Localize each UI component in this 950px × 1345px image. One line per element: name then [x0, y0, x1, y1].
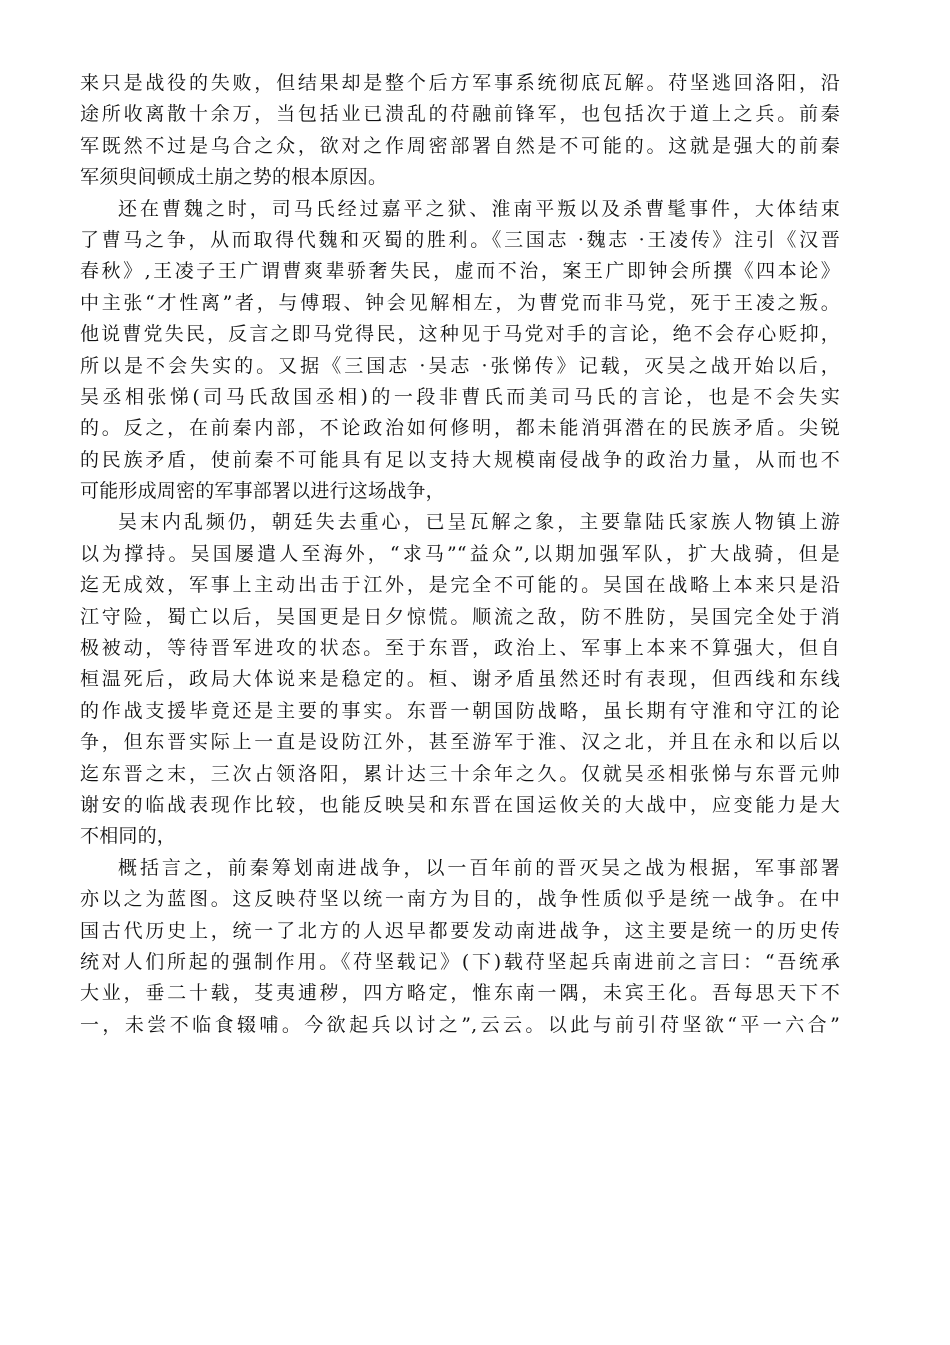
text-line: 军既然不过是乌合之众，欲对之作周密部署自然是不可能的。这就是强大的前秦 — [80, 134, 840, 157]
text-line: 国古代历史上，统一了北方的人迟早都要发动南进战争，这主要是统一的历史传 — [80, 919, 840, 942]
text-line: 的民族矛盾，使前秦不可能具有足以支持大规模南侵战争的政治力量，从而也不 — [80, 448, 840, 471]
text-line: 谢安的临战表现作比较，也能反映吴和东晋在国运攸关的大战中，应变能力是大 — [80, 793, 840, 816]
text-line: 来只是战役的失败，但结果却是整个后方军事系统彻底瓦解。苻坚逃回洛阳，沿 — [80, 72, 840, 94]
text-line: 的。反之，在前秦内部，不论政治如何修明，都未能消弭潜在的民族矛盾。尖锐 — [80, 417, 840, 440]
text-line: 争，但东晋实际上一直是设防江外，甚至游军于淮、汉之北，并且在永和以后以 — [80, 731, 840, 754]
text-line: 以为撑持。吴国屡遣人至海外，“求马”“益众”,以期加强军队，扩大战骑，但是 — [80, 542, 840, 565]
text-line: 迄东晋之末，三次占领洛阳，累计达三十余年之久。仅就吴丞相张悌与东晋元帅 — [80, 762, 840, 785]
text-line: 迄无成效，军事上主动出击于江外，是完全不可能的。吴国在战略上本来只是沿 — [80, 574, 840, 597]
text-line: 了曹马之争，从而取得代魏和灭蜀的胜利。《三国志 ·魏志 ·王凌传》注引《汉晋 — [80, 228, 840, 251]
paragraph-first-line: 吴末内乱频仍，朝廷失去重心，已呈瓦解之象，主要靠陆氏家族人物镇上游 — [118, 511, 840, 534]
text-line: 军须臾间顿成土崩之势的根本原因。 — [80, 166, 388, 189]
paragraph-first-line: 还在曹魏之时，司马氏经过嘉平之狱、淮南平叛以及杀曹髦事件，大体结束 — [118, 197, 840, 220]
text-line: 所以是不会失实的。又据《三国志 ·吴志 ·张悌传》记载，灭吴之战开始以后， — [80, 354, 840, 377]
body-text — [80, 68, 840, 1041]
text-line: 中主张“才性离”者，与傅瑕、钟会见解相左，为曹党而非马党，死于王凌之叛。 — [80, 291, 840, 314]
text-line: 他说曹党失民，反言之即马党得民，这种见于马党对手的言论，绝不会存心贬抑， — [80, 323, 840, 346]
text-line: 可能形成周密的军事部署以进行这场战争， — [80, 480, 445, 503]
text-line: 亦以之为蓝图。这反映苻坚以统一南方为目的，战争性质似乎是统一战争。在中 — [80, 888, 840, 911]
text-line: 吴丞相张悌(司马氏敌国丞相)的一段非曹氏而美司马氏的言论，也是不会失实 — [80, 385, 840, 408]
text-line: 大业，垂二十载，芟夷逋秽，四方略定，惟东南一隅，未宾王化。吾每思天下不 — [80, 982, 840, 1005]
text-line: 极被动，等待晋军进攻的状态。至于东晋，政治上、军事上本来不算强大，但自 — [80, 637, 840, 660]
text-line: 春秋》,王凌子王广谓曹爽辈骄奢失民，虚而不治，案王广即钟会所撰《四本论》 — [80, 260, 840, 283]
text-line: 的作战支援毕竟还是主要的事实。东晋一朝国防战略，虽长期有守淮和守江的论 — [80, 699, 840, 722]
text-line: 江守险，蜀亡以后，吴国更是日夕惊慌。顺流之敌，防不胜防，吴国完全处于消 — [80, 605, 840, 628]
paragraph-first-line: 概括言之，前秦筹划南进战争，以一百年前的晋灭吴之战为根据，军事部署 — [118, 856, 840, 879]
text-line: 一，未尝不临食辍哺。今欲起兵以讨之”,云云。以此与前引苻坚欲“平一六合” — [80, 1013, 840, 1036]
text-line: 统对人们所起的强制作用。《苻坚载记》(下)载苻坚起兵南进前之言曰：“吾统承 — [80, 950, 840, 973]
text-line: 途所收离散十余万，当包括业已溃乱的苻融前锋军，也包括次于道上之兵。前秦 — [80, 103, 840, 126]
text-line: 桓温死后，政局大体说来是稳定的。桓、谢矛盾虽然还时有表现，但西线和东线 — [80, 668, 840, 691]
text-line: 不相同的， — [80, 825, 177, 848]
